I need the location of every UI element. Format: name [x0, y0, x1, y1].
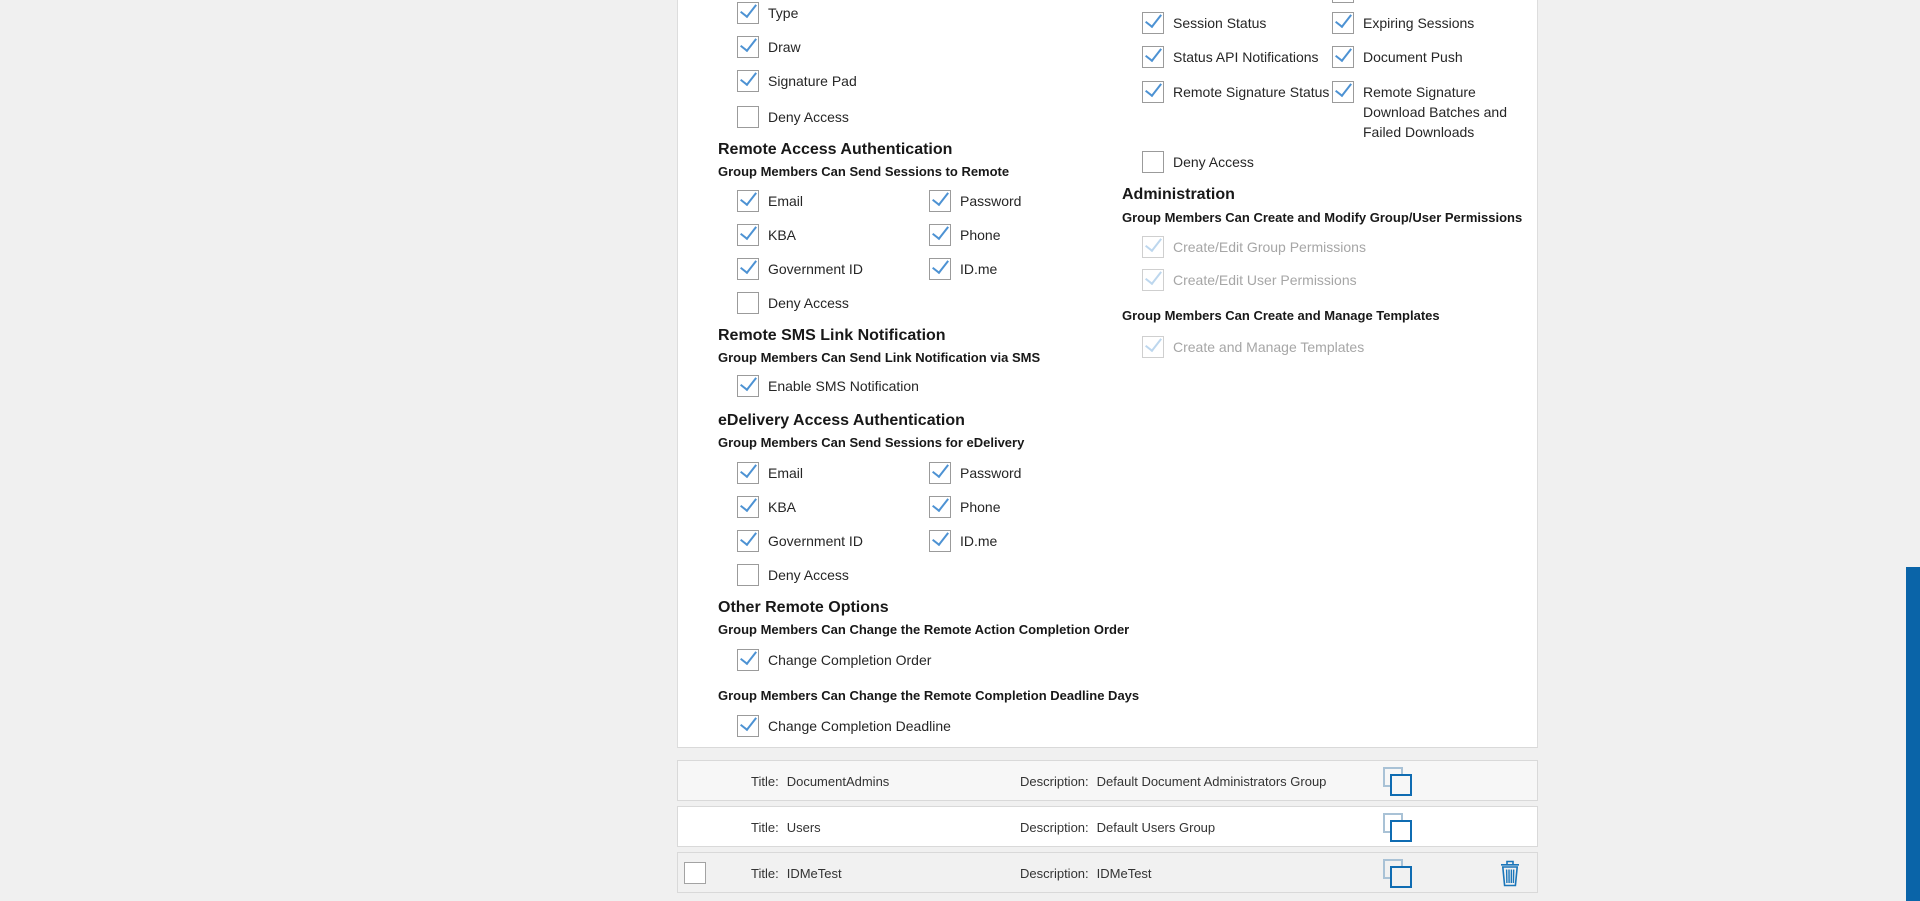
group-title: [751, 774, 889, 789]
section-title-other-remote-options: Other Remote Options: [718, 599, 889, 616]
checkbox-label: Password: [960, 193, 1022, 209]
checkbox-status-api-notifications[interactable]: [1142, 46, 1164, 68]
checkbox-draw[interactable]: [737, 36, 759, 58]
checkbox-item-change-completion-order: [737, 649, 931, 671]
checkbox-row-enable-sms: [718, 375, 1118, 397]
checkbox-label: ID.me: [960, 533, 998, 549]
checkbox-label: Email: [768, 193, 804, 209]
checkbox-item-draw: [737, 36, 801, 58]
group-title: [751, 866, 842, 881]
checkbox-label: Deny Access: [768, 109, 849, 125]
checkbox-label: ID.me: [960, 261, 998, 277]
scrollbar-thumb[interactable]: [1906, 567, 1920, 901]
checkbox-create-edit-user-permissions: [1142, 269, 1164, 291]
copy-icon[interactable]: [1383, 767, 1412, 796]
description-value: Default Users Group: [1096, 820, 1216, 835]
checkbox-row-deny-access-edelivery: [718, 564, 1118, 586]
checkbox-item-idme: [929, 530, 997, 552]
checkbox-enable-sms-notification[interactable]: [737, 375, 759, 397]
title-label: Title:: [751, 820, 779, 835]
checkbox-label: Create/Edit Group Permissions: [1173, 239, 1366, 255]
checkbox-row-deny-access-remote: [718, 292, 1118, 314]
copy-icon-front-square: [1390, 866, 1412, 888]
checkbox-remote-signature-downloads[interactable]: [1332, 81, 1354, 103]
checkbox-row-status-api: [1122, 46, 1538, 68]
checkbox-label: Remote Signature Download Batches and Failed Downloads: [1363, 84, 1507, 140]
checkbox-label: Expiring Sessions: [1363, 15, 1475, 31]
checkbox-item-deny-access: [737, 106, 849, 128]
checkbox-label: Deny Access: [768, 295, 849, 311]
checkbox-item-enable-sms-notification: [737, 375, 919, 397]
group-select-checkbox[interactable]: [684, 862, 706, 884]
checkbox-row-draw: [718, 36, 1118, 58]
checkbox-item-session-status: [1142, 12, 1266, 34]
group-row-documentadmins: [677, 760, 1538, 801]
checkbox-item-create-edit-group-permissions: [1142, 236, 1366, 258]
checkbox-idme[interactable]: [929, 530, 951, 552]
checkbox-label: Session Status: [1173, 15, 1267, 31]
checkbox-item-kba: [737, 496, 796, 518]
checkbox-signature-pad[interactable]: [737, 70, 759, 92]
checkbox-change-completion-deadline[interactable]: [737, 715, 759, 737]
checkbox-item-email: [737, 462, 803, 484]
title-label: Title:: [751, 774, 779, 789]
checkbox-document-push[interactable]: [1332, 46, 1354, 68]
checkbox-row-govid-idme: [718, 258, 1118, 280]
description-label: Description:: [1020, 820, 1089, 835]
section-title-remote-sms-link-notification: Remote SMS Link Notification: [718, 327, 946, 344]
checkbox-deny-access[interactable]: [737, 292, 759, 314]
checkbox-label: KBA: [768, 499, 797, 515]
checkbox-item-type: [737, 2, 798, 24]
checkbox-item-kba: [737, 224, 796, 246]
checkbox-row-create-manage-templates: [1122, 336, 1538, 358]
title-value: IDMeTest: [786, 866, 842, 881]
checkbox-label: Email: [768, 465, 804, 481]
section-title-administration: Administration: [1122, 186, 1235, 203]
checkbox-label: Change Completion Deadline: [768, 718, 951, 734]
description-label: Description:: [1020, 866, 1089, 881]
section-subtitle-send-link-notification-sms: Group Members Can Send Link Notification via SMS: [718, 350, 1041, 365]
checkbox-deny-access[interactable]: [737, 564, 759, 586]
checkbox-row-type: [718, 2, 1118, 24]
section-subtitle-change-completion-order: Group Members Can Change the Remote Action Completion Order: [718, 622, 1130, 637]
checkbox-phone[interactable]: [929, 496, 951, 518]
checkbox-item-password: [929, 462, 1021, 484]
checkbox-row-create-edit-user-permissions: [1122, 269, 1538, 291]
checkbox-row-kba-phone-edelivery: [718, 496, 1118, 518]
checkbox-deny-access[interactable]: [1142, 151, 1164, 173]
checkbox-row-email-password-edelivery: [718, 462, 1118, 484]
checkbox-kba[interactable]: [737, 496, 759, 518]
section-subtitle-send-sessions-remote: Group Members Can Send Sessions to Remote: [718, 164, 1010, 179]
checkbox-create-manage-templates: [1142, 336, 1164, 358]
checkbox-idme[interactable]: [929, 258, 951, 280]
checkbox-label: Type: [768, 5, 799, 21]
checkbox-change-completion-order[interactable]: [737, 649, 759, 671]
checkbox-type[interactable]: [737, 2, 759, 24]
checkbox-item-expiring-sessions: [1332, 12, 1474, 34]
checkbox-row-deny-access-notifications: [1122, 151, 1538, 173]
checkbox-government-id[interactable]: [737, 530, 759, 552]
copy-icon[interactable]: [1383, 813, 1412, 842]
checkbox-label: Deny Access: [768, 567, 849, 583]
checkbox-label: Create/Edit User Permissions: [1173, 272, 1357, 288]
checkbox-item-phone: [929, 224, 1000, 246]
description-label: Description:: [1020, 774, 1089, 789]
checkbox-label: KBA: [768, 227, 797, 243]
group-description: [1020, 820, 1215, 835]
section-subtitle-send-sessions-edelivery: Group Members Can Send Sessions for eDelivery: [718, 435, 1025, 450]
checkbox-item-signature-pad: [737, 70, 857, 92]
checkbox-row-change-completion-order: [718, 649, 1118, 671]
checkbox-label: Draw: [768, 39, 801, 55]
checkbox-government-id[interactable]: [737, 258, 759, 280]
checkbox-kba[interactable]: [737, 224, 759, 246]
section-title-edelivery-access-authentication: eDelivery Access Authentication: [718, 412, 965, 429]
checkbox-email[interactable]: [737, 462, 759, 484]
section-subtitle-create-manage-templates: Group Members Can Create and Manage Templates: [1122, 308, 1440, 323]
checkbox-item-deny-access: [737, 292, 849, 314]
checkbox-label: Password: [960, 465, 1022, 481]
checkbox-cutoff-top[interactable]: [1332, 0, 1354, 3]
checkbox-row-create-edit-group-permissions: [1122, 236, 1538, 258]
checkbox-password[interactable]: [929, 462, 951, 484]
checkbox-item-government-id: [737, 530, 863, 552]
description-value: Default Document Administrators Group: [1096, 774, 1327, 789]
permissions-column-left: [718, 0, 1140, 737]
copy-icon[interactable]: [1383, 859, 1412, 888]
checkbox-item-change-completion-deadline: [737, 715, 951, 737]
checkbox-label: Change Completion Order: [768, 652, 932, 668]
permissions-column-right: [1122, 0, 1538, 358]
permissions-panel: [677, 0, 1538, 748]
checkbox-label: Document Push: [1363, 49, 1463, 65]
group-description: [1020, 866, 1152, 881]
checkbox-row-session-status: [1122, 12, 1538, 34]
checkbox-item-status-api-notifications: [1142, 46, 1319, 68]
section-subtitle-change-completion-deadline: Group Members Can Change the Remote Completion Deadline Days: [718, 688, 1140, 703]
trash-icon[interactable]: [1498, 860, 1522, 887]
checkbox-label: Create and Manage Templates: [1173, 339, 1365, 355]
checkbox-item-government-id: [737, 258, 863, 280]
checkbox-item-phone: [929, 496, 1000, 518]
title-value: Users: [786, 820, 821, 835]
section-title-remote-access-authentication: Remote Access Authentication: [718, 141, 953, 158]
checkbox-expiring-sessions[interactable]: [1332, 12, 1354, 34]
checkbox-session-status[interactable]: [1142, 12, 1164, 34]
checkbox-email[interactable]: [737, 190, 759, 212]
checkbox-label: Remote Signature Status: [1173, 84, 1330, 100]
checkbox-item-deny-access: [737, 564, 849, 586]
checkbox-label: Status API Notifications: [1173, 49, 1319, 65]
title-label: Title:: [751, 866, 779, 881]
copy-icon-front-square: [1390, 774, 1412, 796]
checkbox-row-change-completion-deadline: [718, 715, 1118, 737]
group-title: [751, 820, 821, 835]
checkbox-item-remote-signature-downloads: [1332, 81, 1523, 142]
checkbox-label: Phone: [960, 227, 1001, 243]
checkbox-row-email-password: [718, 190, 1118, 212]
checkbox-item-create-edit-user-permissions: [1142, 269, 1357, 291]
checkbox-item-password: [929, 190, 1021, 212]
checkbox-item-document-push: [1332, 46, 1463, 68]
checkbox-label: Signature Pad: [768, 73, 857, 89]
checkbox-password[interactable]: [929, 190, 951, 212]
checkbox-item-create-manage-templates: [1142, 336, 1364, 358]
copy-icon-front-square: [1390, 820, 1412, 842]
checkbox-label: Government ID: [768, 261, 863, 277]
checkbox-item-idme: [929, 258, 997, 280]
checkbox-row-govid-idme-edelivery: [718, 530, 1118, 552]
checkbox-phone[interactable]: [929, 224, 951, 246]
checkbox-create-edit-group-permissions: [1142, 236, 1164, 258]
checkbox-deny-access[interactable]: [737, 106, 759, 128]
checkbox-label: Enable SMS Notification: [768, 378, 919, 394]
description-value: IDMeTest: [1096, 866, 1152, 881]
group-description: [1020, 774, 1326, 789]
group-row-idmetest: [677, 852, 1538, 893]
checkbox-label: Government ID: [768, 533, 863, 549]
group-row-users: [677, 806, 1538, 847]
checkbox-row-signature-pad: [718, 70, 1118, 92]
checkbox-row-deny-access-signature: [718, 106, 1118, 128]
checkbox-remote-signature-status[interactable]: [1142, 81, 1164, 103]
checkbox-item-email: [737, 190, 803, 212]
checkbox-row-kba-phone: [718, 224, 1118, 246]
checkbox-item-remote-signature-status: [1142, 81, 1329, 103]
checkbox-label: Phone: [960, 499, 1001, 515]
checkbox-item-deny-access: [1142, 151, 1254, 173]
title-value: DocumentAdmins: [786, 774, 890, 789]
checkbox-label: Deny Access: [1173, 154, 1254, 170]
checkbox-row-remote-signature: [1122, 81, 1538, 141]
section-subtitle-create-modify-permissions: Group Members Can Create and Modify Group/User Permissions: [1122, 210, 1523, 225]
